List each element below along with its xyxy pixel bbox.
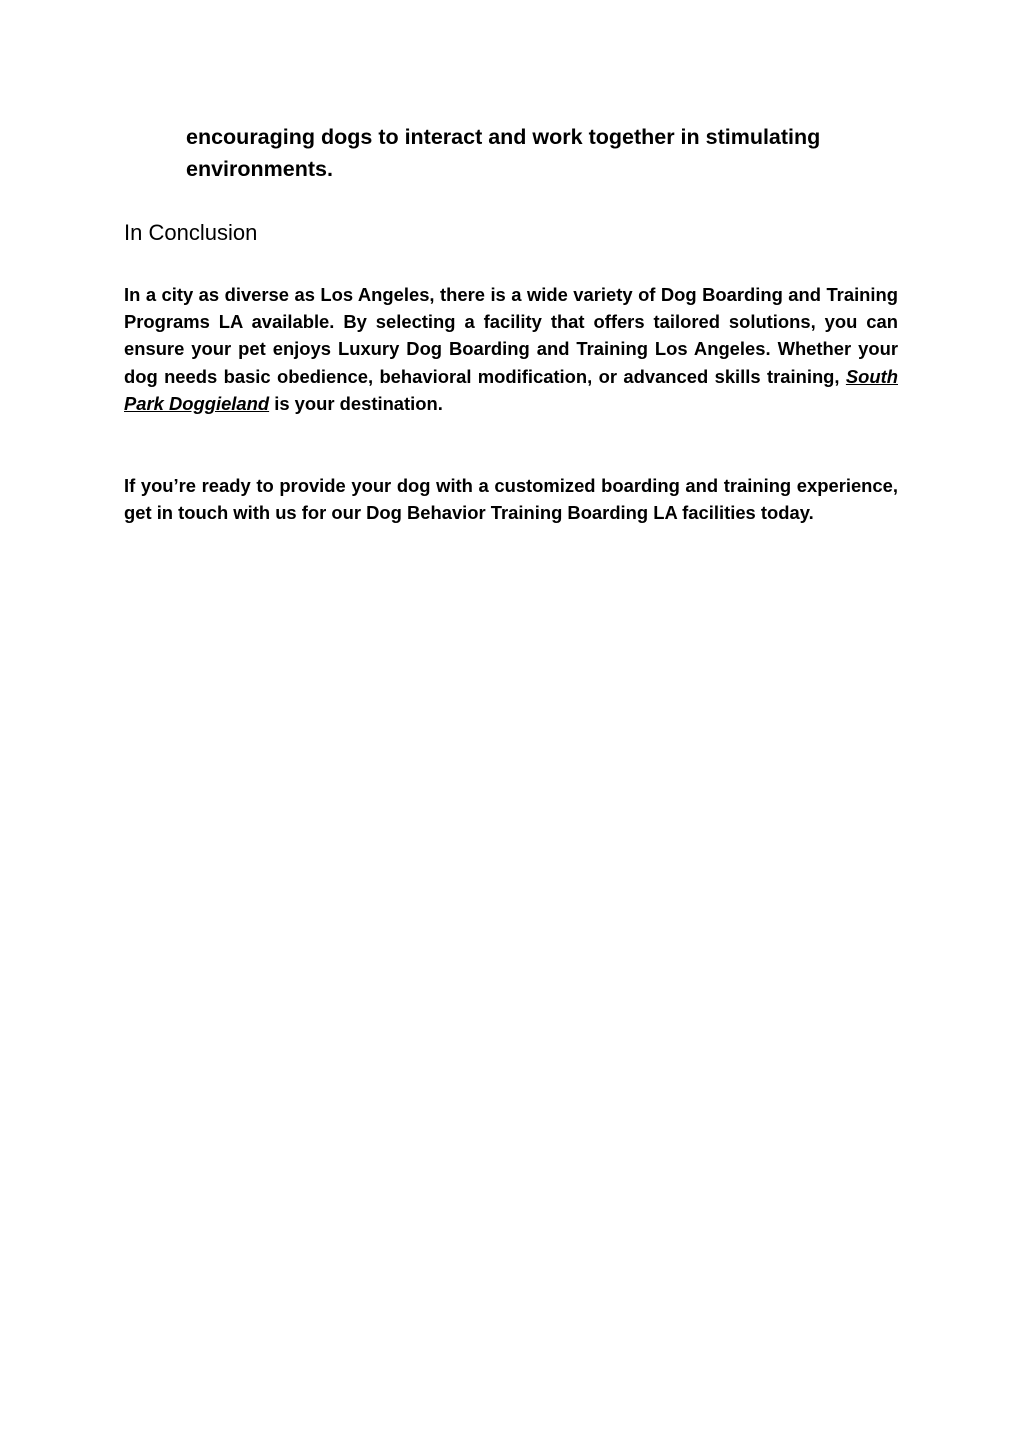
section-heading: In Conclusion	[124, 220, 258, 245]
conclusion-paragraph	[124, 281, 898, 417]
paragraph-text-before-link: In a city as diverse as Los Angeles, there is a wide variety of Dog Boarding and Training Programs LA available. By selecting a facility that offers tailored solutions, you can ensure your pet enjoys Luxury Dog Boarding and Training Los Angeles. Whether your dog needs basic obedience, behavioral modification, or advanced skills training,	[124, 284, 898, 387]
continued-bullet-text: encouraging dogs to interact and work together in stimulating environments.	[186, 125, 821, 181]
paragraph-text-after-link: is your destination.	[269, 392, 443, 414]
south-park-doggieland-link[interactable]: South Park Doggieland	[124, 365, 898, 414]
call-to-action-paragraph: If you’re ready to provide your dog with a customized boarding and training experience, get in touch with us for our Dog Behavior Training Boarding LA facilities today.	[124, 475, 898, 524]
